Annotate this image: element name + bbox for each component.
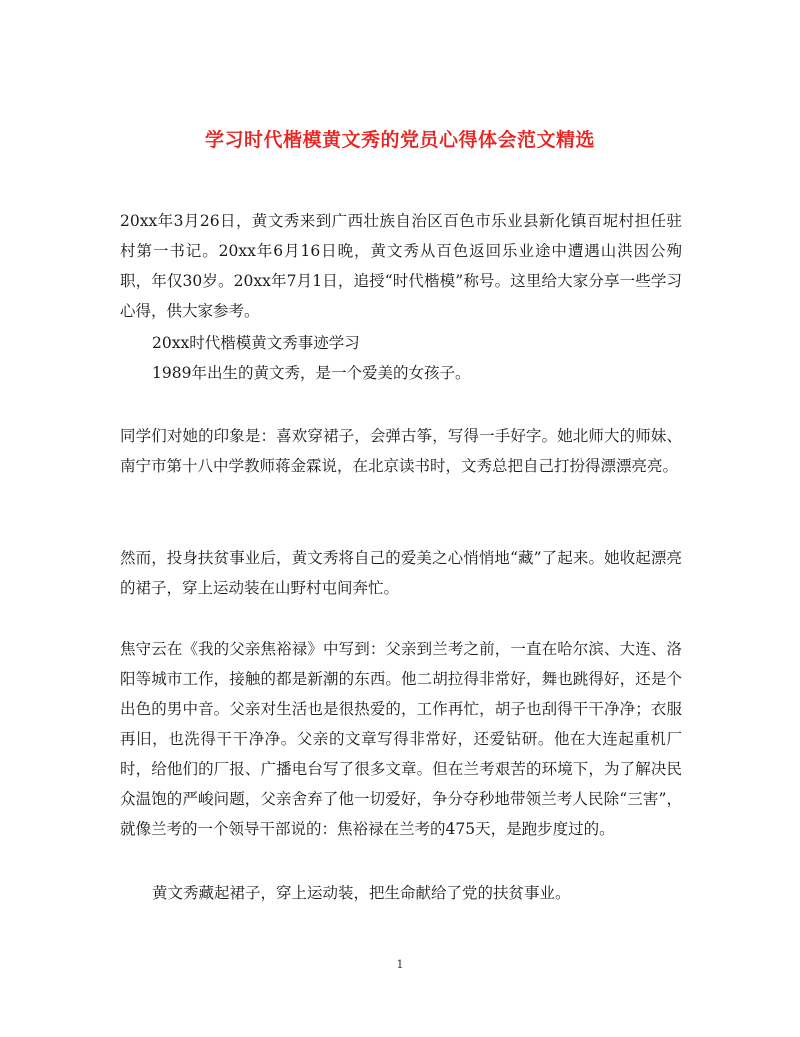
paragraph-conclusion: 黄文秀藏起裙子，穿上运动装，把生命献给了党的扶贫事业。 <box>152 884 571 902</box>
paragraph-intro: 20xx年3月26日，黄文秀来到广西壮族自治区百色市乐业县新化镇百坭村担任驻村第一书记。20xx年6月16日晚，黄文秀从百色返回乐业途中遭遇山洪因公殉职，年仅30岁。20xx年7月1日，追授“时代楷模”称号。这里给大家分享一些学习心得，供大家参考。 <box>120 212 682 320</box>
page-number: 1 <box>396 958 404 971</box>
section-heading: 20xx时代楷模黄文秀事迹学习 <box>152 334 360 352</box>
paragraph-birth: 1989年出生的黄文秀，是一个爱美的女孩子。 <box>152 364 471 382</box>
paragraph-jiao-yulu: 焦守云在《我的父亲焦裕禄》中写到：父亲到兰考之前，一直在哈尔滨、大连、洛阳等城市工作，接触的都是新潮的东西。他二胡拉得非常好，舞也跳得好，还是个出色的男中音。父亲对生活也是很热爱的，工作再忙，胡子也刮得干干净净；衣服再旧，也洗得干干净净。父亲的文章写得非常好，还爱钻研。他在大连起重机厂时，给他们的厂报、广播电台写了很多文章。但在兰考艰苦的环境下，为了解决民众温饱的严峻问题，父亲舍弃了他一切爱好，争分夺秒地带领兰考人民除“三害”，就像兰考的一个领导干部说的：焦裕禄在兰考的475天，是跑步度过的。 <box>120 640 682 838</box>
paragraph-poverty-work: 然而，投身扶贫事业后，黄文秀将自己的爱美之心悄悄地“藏”了起来。她收起漂亮的裙子，穿上运动装在山野村屯间奔忙。 <box>120 549 682 597</box>
paragraph-classmates: 同学们对她的印象是：喜欢穿裙子，会弹古筝，写得一手好字。她北师大的师妹、南宁市第十八中学教师蒋金霖说，在北京读书时，文秀总把自己打扮得漂漂亮亮。 <box>120 427 682 475</box>
document-title: 学习时代楷模黄文秀的党员心得体会范文精选 <box>204 128 595 151</box>
